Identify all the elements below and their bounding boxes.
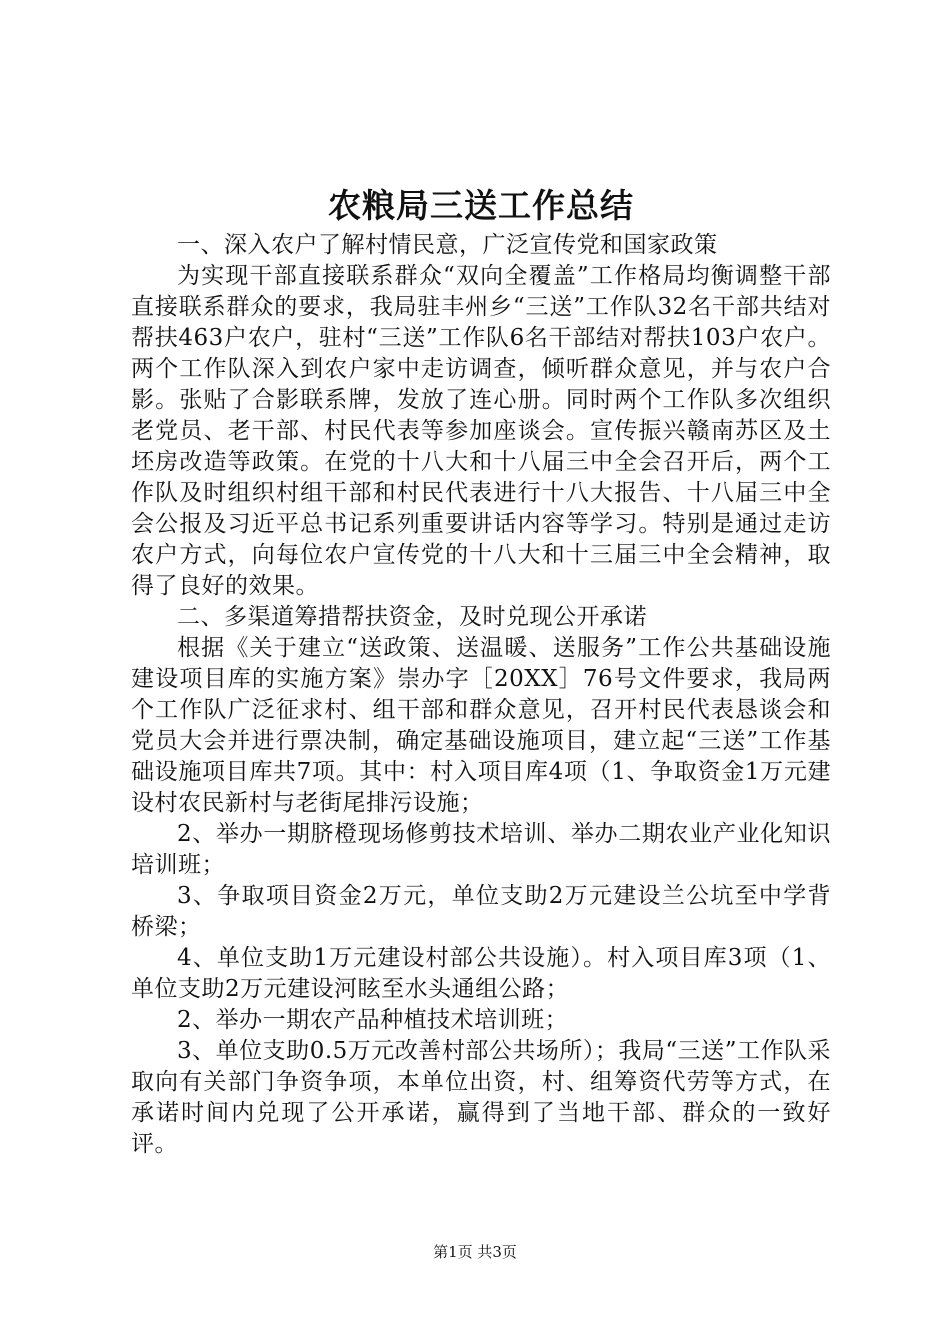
paragraph-4: 3、争取项目资金2万元，单位支助2万元建设兰公坑至中学背桥梁； bbox=[131, 883, 831, 940]
paragraph-1: 为实现干部直接联系群众“双向全覆盖”工作格局均衡调整干部直接联系群众的要求，我局驻丰州乡“三送”工作队32名干部共结对帮扶463户农户，驻村“三送”工作队6名干部结对帮扶103户农户。两个工作队深入到农户家中走访调查，倾听群众意见，并与农户合影。张贴了合影联系牌，发放了连心册。同时两个工作队多次组织老党员、老干部、村民代表等参加座谈会。宣传振兴赣南苏区及土坯房改造等政策。在党的十八大和十八届三中全会召开后，两个工作队及时组织村组干部和村民代表进行十八大报告、十八届三中全会公报及习近平总书记系列重要讲话内容等学习。特别是通过走访农户方式，向每位农户宣传党的十八大和十三届三中全会精神，取得了良好的效果。 bbox=[131, 263, 831, 599]
paragraph-5: 4、单位支助1万元建设村部公共设施）。村入项目库3项（1、单位支助2万元建设河眩至水头通组公路； bbox=[131, 945, 831, 1002]
document-page bbox=[131, 186, 831, 1160]
paragraph-7: 3、单位支助0.5万元改善村部公共场所）；我局“三送”工作队采取向有关部门争资争项，本单位出资，村、组筹资代劳等方式，在承诺时间内兑现了公开承诺，赢得到了当地干部、群众的一致好评。 bbox=[131, 1038, 831, 1157]
paragraph-6: 2、举办一期农产品种植技术培训班； bbox=[177, 1007, 569, 1033]
paragraph-3: 2、举办一期脐橙现场修剪技术培训、举办二期农业产业化知识培训班； bbox=[131, 821, 831, 878]
page-footer: 第1页 共3页 bbox=[433, 1243, 517, 1261]
paragraph-2: 根据《关于建立“送政策、送温暖、送服务”工作公共基础设施建设项目库的实施方案》崇办字［20XX］76号文件要求，我局两个工作队广泛征求村、组干部和群众意见，召开村民代表恳谈会和党员大会并进行票决制，确定基础设施项目，建立起“三送”工作基础设施项目库共7项。其中：村入项目库4项（1、争取资金1万元建设村农民新村与老街尾排污设施； bbox=[131, 635, 831, 816]
document-title: 农粮局三送工作总结 bbox=[328, 186, 634, 225]
section-heading-2: 二、多渠道筹措帮扶资金，及时兑现公开承诺 bbox=[177, 604, 647, 630]
section-heading-1: 一、深入农户了解村情民意，广泛宣传党和国家政策 bbox=[177, 232, 718, 258]
